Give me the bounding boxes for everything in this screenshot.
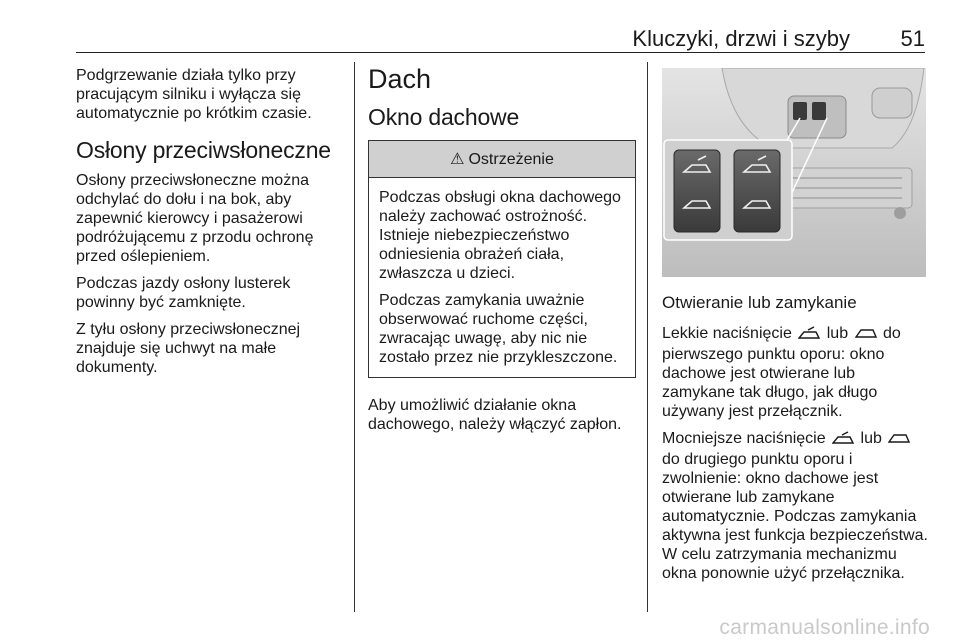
section-title-sunroof: Okno dachowe <box>368 104 520 130</box>
warning-icon: ⚠ <box>450 150 465 168</box>
watermark: carmanualsonline.info <box>719 616 930 639</box>
intro-paragraph: Podgrzewanie działa tylko przy pracującym silniku i wyłącza się automatycznie po krótkim czasie. <box>76 67 312 122</box>
section-title-sun-visors: Osłony przeciwsłoneczne <box>76 137 331 163</box>
header-rule <box>76 52 925 53</box>
warning-title: Ostrzeżenie <box>468 150 554 168</box>
text-span: Mocniejsze naciśnięcie <box>662 430 831 447</box>
paragraph: Podczas jazdy osłony lusterek powinny być zamknięte. <box>76 275 291 311</box>
text-span: do drugiego punktu oporu i zwolnienie: okno dachowe jest otwierane lub zamykane automatycznie. Podczas zamykania aktywna jest funkcja bezpieczeństwa. W celu zatrzymania mechanizmu okna ponownie użyć przełącznika. <box>662 451 928 582</box>
column-right <box>662 292 930 591</box>
paragraph-strong-press <box>662 429 930 583</box>
warning-body <box>369 178 635 377</box>
column-divider-right <box>647 62 648 612</box>
paragraph: Osłony przeciwsłoneczne można odchylać do dołu i na bok, aby zapewnić kierowcy i pasażerowi podróżującemu z przodu ochronę przed oślepieniem. <box>76 172 314 265</box>
chapter-title: Dach <box>368 64 432 94</box>
column-left <box>76 62 352 385</box>
page-number: 51 <box>900 26 925 51</box>
roof-close-icon <box>855 326 877 345</box>
text-span: lub <box>856 430 887 447</box>
paragraph-light-press <box>662 324 930 421</box>
roof-open-icon <box>832 431 854 450</box>
warning-box <box>368 140 636 378</box>
column-divider-left <box>354 62 355 612</box>
warning-header <box>369 141 635 178</box>
text-span: Lekkie naciśnięcie <box>662 325 797 342</box>
ignition-paragraph: Aby umożliwić działanie okna dachowego, należy włączyć zapłon. <box>368 397 622 433</box>
warning-paragraph: Podczas zamykania uważnie obserwować ruchome części, zwracając uwagę, aby nic nie zostało przez nie przykleszczone. <box>379 292 618 366</box>
sunroof-switch-photo <box>662 68 926 277</box>
text-span: lub <box>822 325 853 342</box>
column-middle <box>368 62 636 442</box>
roof-close-icon <box>888 431 910 450</box>
running-header-title: Kluczyki, drzwi i szyby <box>632 26 850 51</box>
subheading-open-close: Otwieranie lub zamykanie <box>662 293 857 312</box>
warning-paragraph: Podczas obsługi okna dachowego należy zachować ostrożność. Istnieje niebezpieczeństwo odniesienia obrażeń ciała, zwłaszcza u dzieci. <box>379 189 621 282</box>
roof-open-icon <box>798 326 820 345</box>
sunroof-switch-illustration <box>662 68 926 277</box>
text-span: do pierwszego punktu oporu: okno dachowe jest otwierane lub zamykane tak długo, jak długo używany jest przełącznik. <box>662 325 901 420</box>
paragraph: Z tyłu osłony przeciwsłonecznej znajduje się uchwyt na małe dokumenty. <box>76 321 301 376</box>
